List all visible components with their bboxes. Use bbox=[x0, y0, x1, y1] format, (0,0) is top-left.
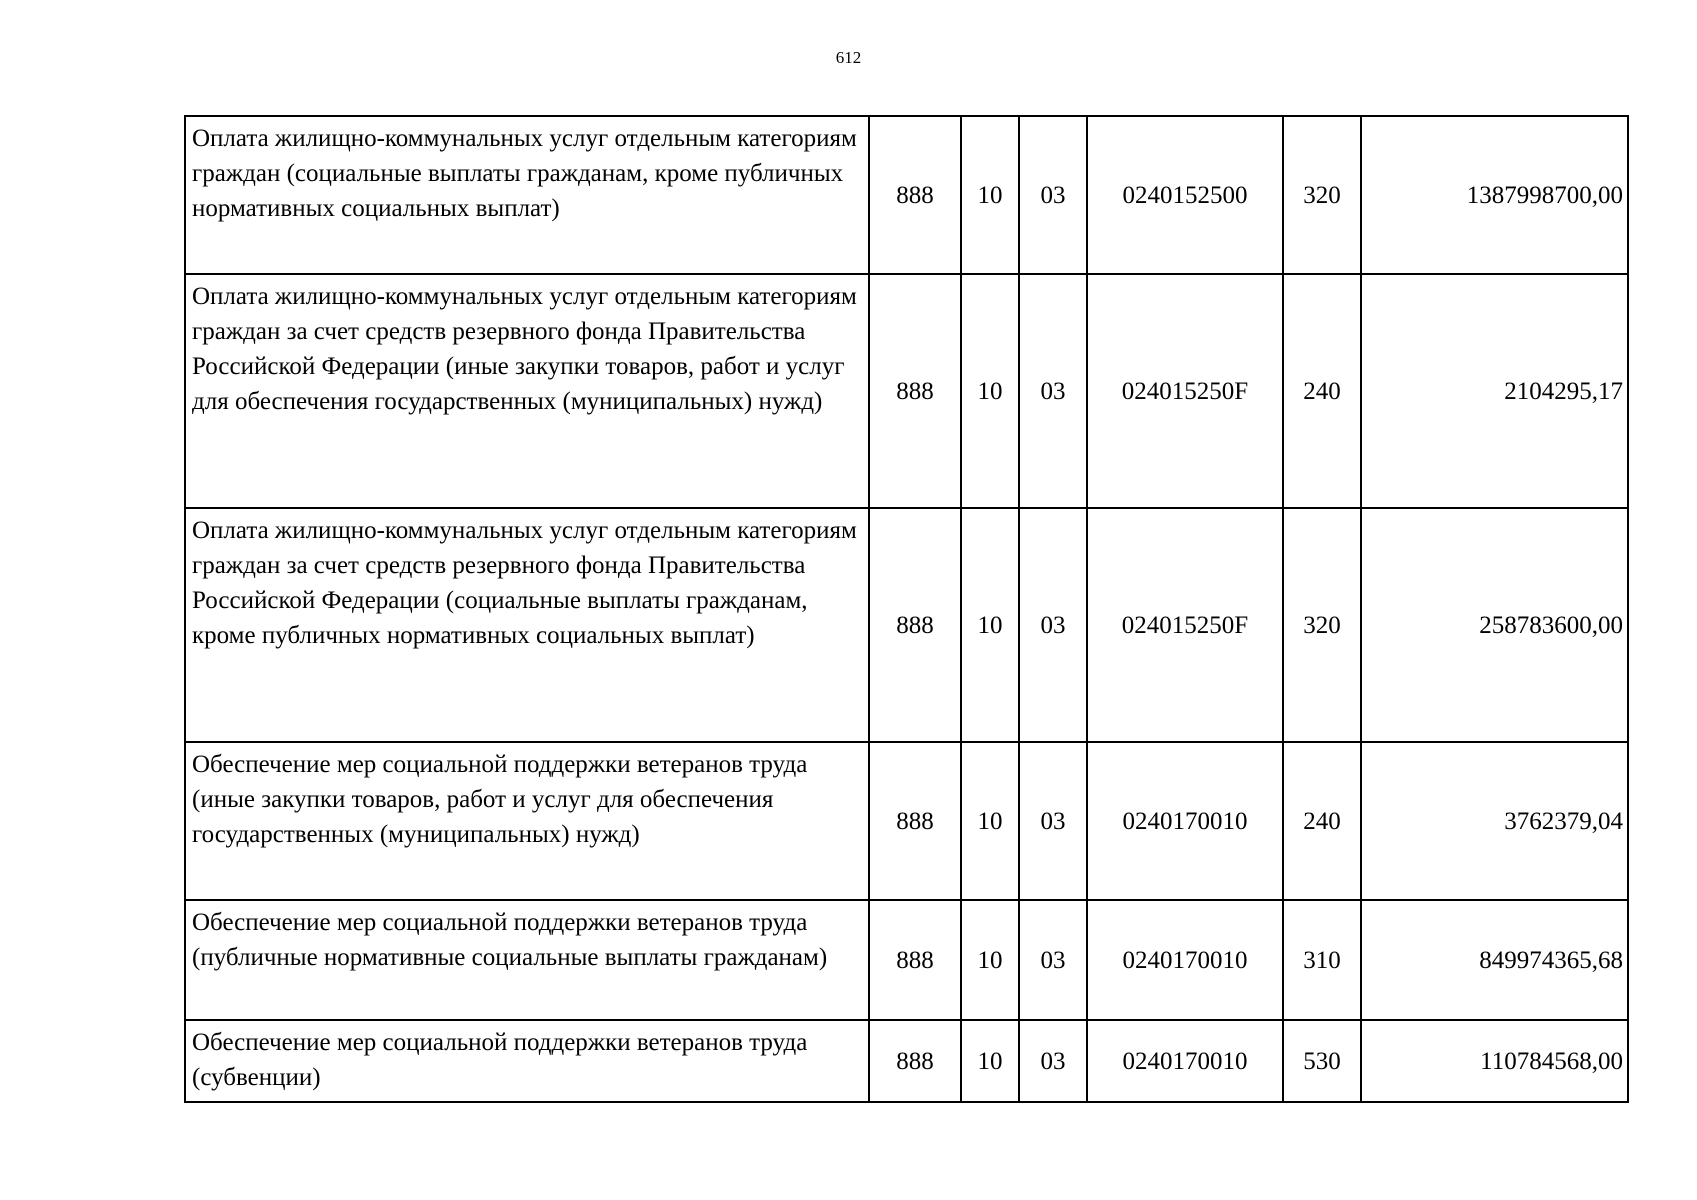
amount: 258783600,00 bbox=[1361, 508, 1628, 742]
subsection-code: 03 bbox=[1019, 742, 1087, 900]
section-code: 10 bbox=[961, 116, 1019, 274]
section-code: 10 bbox=[961, 742, 1019, 900]
expense-type-code: 240 bbox=[1283, 742, 1361, 900]
ministry-code: 888 bbox=[869, 900, 961, 1020]
target-article-code: 0240170010 bbox=[1087, 900, 1283, 1020]
target-article-code: 0240170010 bbox=[1087, 1020, 1283, 1102]
section-code: 10 bbox=[961, 900, 1019, 1020]
page-number: 612 bbox=[835, 48, 862, 67]
subsection-code: 03 bbox=[1019, 116, 1087, 274]
expense-type-code: 320 bbox=[1283, 508, 1361, 742]
row-name: Оплата жилищно-коммунальных услуг отдельным категориям граждан (социальные выплаты гражданам, кроме публичных нормативных социальных выплат) bbox=[185, 116, 869, 274]
table-row bbox=[185, 900, 1628, 1020]
amount: 2104295,17 bbox=[1361, 274, 1628, 508]
target-article-code: 0240170010 bbox=[1087, 742, 1283, 900]
table-row bbox=[185, 274, 1628, 508]
target-article-code: 024015250F bbox=[1087, 508, 1283, 742]
amount: 3762379,04 bbox=[1361, 742, 1628, 900]
expense-type-code: 240 bbox=[1283, 274, 1361, 508]
row-name: Обеспечение мер социальной поддержки ветеранов труда (субвенции) bbox=[185, 1020, 869, 1102]
table-row bbox=[185, 1020, 1628, 1102]
subsection-code: 03 bbox=[1019, 1020, 1087, 1102]
subsection-code: 03 bbox=[1019, 508, 1087, 742]
subsection-code: 03 bbox=[1019, 274, 1087, 508]
target-article-code: 024015250F bbox=[1087, 274, 1283, 508]
expense-type-code: 530 bbox=[1283, 1020, 1361, 1102]
row-name: Оплата жилищно-коммунальных услуг отдельным категориям граждан за счет средств резервного фонда Правительства Российской Федерации (иные закупки товаров, работ и услуг для обеспечения государственных (муниципальных) нужд) bbox=[185, 274, 869, 508]
expense-type-code: 310 bbox=[1283, 900, 1361, 1020]
expense-type-code: 320 bbox=[1283, 116, 1361, 274]
table-row bbox=[185, 742, 1628, 900]
ministry-code: 888 bbox=[869, 508, 961, 742]
amount: 1387998700,00 bbox=[1361, 116, 1628, 274]
table-row bbox=[185, 116, 1628, 274]
row-name: Обеспечение мер социальной поддержки ветеранов труда (публичные нормативные социальные выплаты гражданам) bbox=[185, 900, 869, 1020]
ministry-code: 888 bbox=[869, 1020, 961, 1102]
table-row bbox=[185, 508, 1628, 742]
subsection-code: 03 bbox=[1019, 900, 1087, 1020]
section-code: 10 bbox=[961, 1020, 1019, 1102]
budget-table bbox=[184, 115, 1629, 1103]
ministry-code: 888 bbox=[869, 274, 961, 508]
row-name: Обеспечение мер социальной поддержки ветеранов труда (иные закупки товаров, работ и услуг для обеспечения государственных (муниципальных) нужд) bbox=[185, 742, 869, 900]
section-code: 10 bbox=[961, 508, 1019, 742]
ministry-code: 888 bbox=[869, 742, 961, 900]
amount: 849974365,68 bbox=[1361, 900, 1628, 1020]
target-article-code: 0240152500 bbox=[1087, 116, 1283, 274]
ministry-code: 888 bbox=[869, 116, 961, 274]
row-name: Оплата жилищно-коммунальных услуг отдельным категориям граждан за счет средств резервного фонда Правительства Российской Федерации (социальные выплаты гражданам, кроме публичных нормативных социальных выплат) bbox=[185, 508, 869, 742]
amount: 110784568,00 bbox=[1361, 1020, 1628, 1102]
section-code: 10 bbox=[961, 274, 1019, 508]
